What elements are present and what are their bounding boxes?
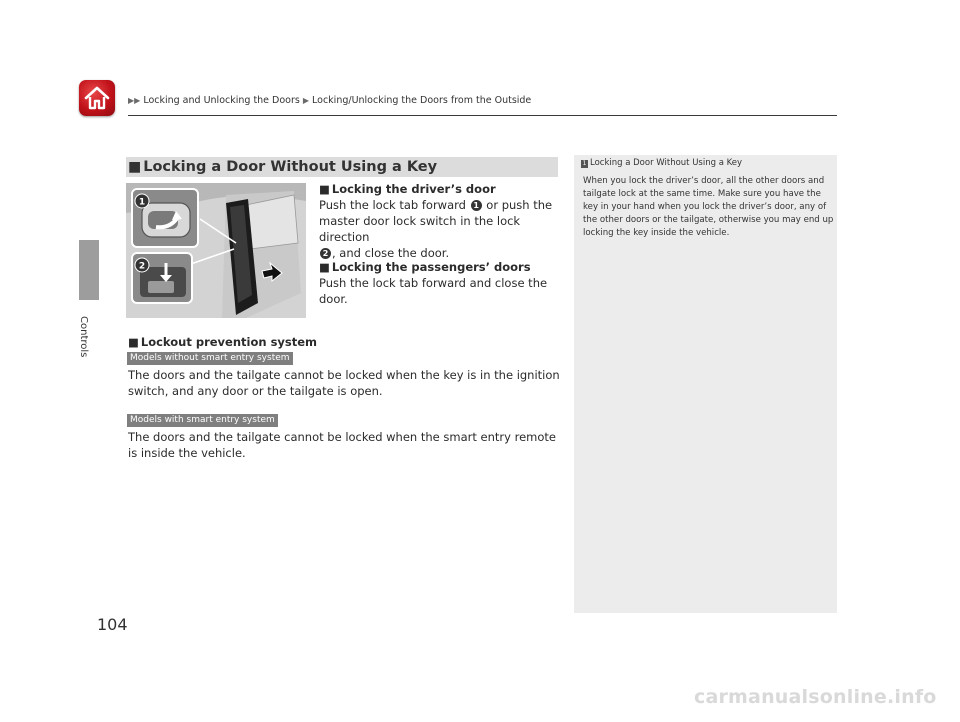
driver-door-instructions: Push the lock tab forward 1 or push the master door lock switch in the lock direction 2 , and close the door. [319,198,553,260]
lockout-text-without-smart-entry: The doors and the tailgate cannot be locked when the key is in the ignition switch, and any door or the tailgate is open. [128,368,560,398]
section-tab[interactable] [79,240,99,300]
note-marker-icon: 1 [582,160,587,167]
note-title: 1 Locking a Door Without Using a Key [582,158,743,168]
door-lock-illustration [126,183,306,318]
home-icon [83,84,111,112]
subheading-driver-door: ■ Locking the driver’s door [319,182,496,196]
lockout-text-with-smart-entry: The doors and the tailgate cannot be locked when the smart entry remote is inside the vehicle. [128,430,556,460]
callout-label-2: 2 [138,261,146,272]
section-title: Locking a Door Without Using a Key [143,159,438,175]
subheading-lockout-prevention: ■ Lockout prevention system [128,335,318,349]
callout-label-1: 1 [138,197,146,208]
step-2-badge: 2 [320,248,331,259]
watermark: carmanualsonline.info [694,686,937,708]
step-1-badge: 1 [471,200,482,211]
model-tag-with-smart-entry: Models with smart entry system [127,414,278,427]
section-heading [126,157,558,177]
breadcrumb-link-2[interactable]: Locking/Unlocking the Doors from the Outside [312,95,532,106]
breadcrumb-link-1[interactable]: Locking and Unlocking the Doors [143,95,300,106]
home-button[interactable] [79,80,115,116]
subheading-passenger-doors: ■ Locking the passengers’ doors [319,260,531,274]
passenger-doors-instructions: Push the lock tab forward and close the door. [319,276,548,306]
callout-box-2 [132,253,192,303]
breadcrumb-arrow-icon: ▶▶ [128,96,141,105]
note-text: When you lock the driver’s door, all the other doors and tailgate lock at the same time. Make sure you have the key in your hand when you lock the driver’s door, any of the other doors or the tailgate, otherwise you may end up locking the key inside the vehicle. [583,176,834,238]
callout-box-1 [132,189,198,247]
header-divider [128,115,837,116]
breadcrumb-arrow-icon: ▶ [302,96,310,105]
heading-marker: ■ [128,159,142,175]
note-panel [574,155,837,613]
breadcrumb [128,95,531,106]
page-number: 104 [97,615,128,634]
section-label: Controls [78,316,89,358]
model-tag-without-smart-entry: Models without smart entry system [127,352,293,365]
